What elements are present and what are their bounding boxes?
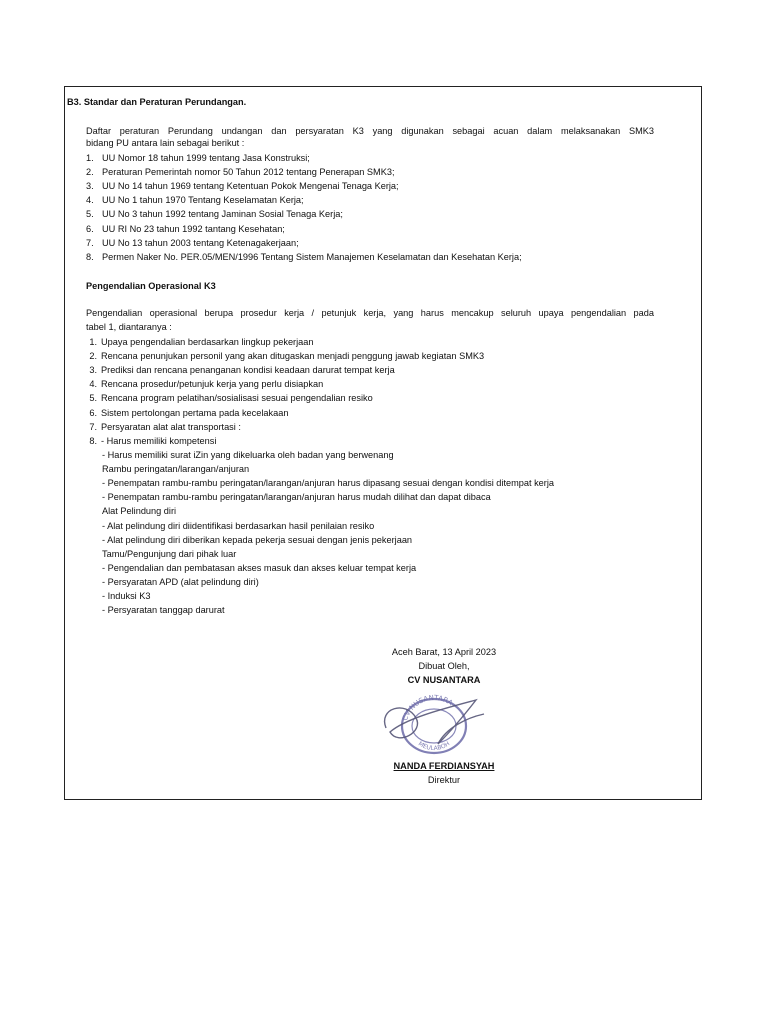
intro-line-2: bidang PU antara lain sebagai berikut :: [86, 138, 245, 148]
control-item: [86, 364, 395, 376]
control-subline: - Penempatan rambu-rambu peringatan/larangan/anjuran harus mudah dilihat dan dapat dibaca: [102, 492, 491, 503]
list-text: Sistem pertolongan pertama pada kecelakaan: [101, 407, 289, 418]
control-subline: Alat Pelindung diri: [102, 506, 177, 517]
list-text: Rencana program pelatihan/sosialisasi sesuai pengendalian resiko: [101, 393, 373, 404]
place-date: Aceh Barat, 13 April 2023: [391, 647, 497, 657]
regulation-item: [86, 152, 310, 164]
control-subline: Rambu peringatan/larangan/anjuran: [102, 464, 250, 475]
control-subline: Tamu/Pengunjung dari pihak luar: [102, 548, 237, 559]
intro-line-1: Daftar peraturan Perundang undangan dan persyaratan K3 yang digunakan sebagai acuan dalam melaksanakan SMK3: [86, 126, 654, 136]
regulation-item: [86, 237, 299, 249]
control-subline: - Persyaratan tanggap darurat: [102, 605, 225, 616]
list-number: 8.: [86, 251, 94, 262]
control-item: [86, 336, 314, 348]
list-number: 4.: [89, 379, 97, 390]
list-text: UU RI No 23 tahun 1992 tantang Kesehatan;: [102, 223, 285, 234]
list-text: - Harus memiliki kompetensi: [101, 435, 217, 446]
list-number: 6.: [89, 407, 97, 418]
made-by: Dibuat Oleh,: [418, 661, 470, 671]
regulation-item: [86, 166, 395, 178]
list-text: UU No 1 tahun 1970 Tentang Keselamatan Kerja;: [102, 195, 304, 206]
list-text: UU No 3 tahun 1992 tentang Jaminan Sosial Tenaga Kerja;: [102, 209, 343, 220]
company-stamp: [376, 688, 488, 758]
control-item: [86, 435, 216, 447]
control-item: [86, 421, 241, 433]
list-number: 2.: [86, 167, 94, 178]
list-text: UU Nomor 18 tahun 1999 tentang Jasa Konstruksi;: [102, 153, 310, 163]
list-text: UU No 13 tahun 2003 tentang Ketenagakerjaan;: [102, 237, 299, 248]
control-subline: - Alat pelindung diri diberikan kepada pekerja sesuai dengan jenis pekerjaan: [102, 534, 413, 545]
control-item: [86, 350, 484, 362]
list-text: Prediksi dan rencana penanganan kondisi keadaan darurat tempat kerja: [101, 365, 395, 376]
list-text: Upaya pengendalian berdasarkan lingkup pekerjaan: [101, 337, 314, 347]
stamp-bottom-text: MEULABOH: [416, 740, 452, 753]
list-number: 7.: [89, 421, 97, 432]
list-number: 6.: [86, 223, 94, 234]
control-subline: - Pengendalian dan pembatasan akses masuk dan akses keluar tempat kerja: [102, 562, 417, 573]
list-text: UU No 14 tahun 1969 tentang Ketentuan Pokok Mengenai Tenaga Kerja;: [102, 181, 399, 192]
list-number: 1.: [86, 153, 94, 163]
list-number: 1.: [89, 337, 97, 347]
list-text: Persyaratan alat alat transportasi :: [101, 421, 241, 432]
control-subline: - Induksi K3: [102, 591, 151, 601]
control-item: [86, 407, 288, 419]
signer-position: Direktur: [427, 775, 461, 785]
signer-name: NANDA FERDIANSYAH: [393, 761, 495, 771]
regulation-item: [86, 251, 522, 263]
list-text: Rencana prosedur/petunjuk kerja yang perlu disiapkan: [101, 379, 324, 390]
regulation-item: [86, 208, 343, 220]
regulation-item: [86, 223, 285, 235]
control-intro-line-1: Pengendalian operasional berupa prosedur kerja / petunjuk kerja, yang harus mencakup seluruh upaya pengendalian pada: [86, 308, 654, 318]
control-subline: - Harus memiliki surat iZin yang dikeluarka oleh badan yang berwenang: [102, 450, 394, 460]
stamp-top-text: CV NUSANTARA: [401, 693, 454, 722]
list-number: 3.: [89, 365, 97, 376]
list-number: 7.: [86, 237, 94, 248]
control-subline: - Penempatan rambu-rambu peringatan/larangan/anjuran harus dipasang sesuai dengan kondisi ditempat kerja: [102, 478, 555, 489]
list-number: 4.: [86, 195, 94, 206]
control-item: [86, 378, 323, 390]
regulation-item: [86, 180, 399, 192]
control-subline: - Alat pelindung diri diidentifikasi berdasarkan hasil penilaian resiko: [102, 520, 375, 531]
list-number: 5.: [86, 209, 94, 220]
control-intro-line-2: tabel 1, diantaranya :: [86, 322, 172, 332]
list-text: Permen Naker No. PER.05/MEN/1996 Tentang Sistem Manajemen Keselamatan dan Kesehatan Kerja;: [102, 251, 522, 262]
section-title: B3. Standar dan Peraturan Perundangan.: [67, 97, 247, 107]
regulation-item: [86, 194, 304, 206]
control-subline: - Persyaratan APD (alat pelindung diri): [102, 576, 259, 587]
list-number: 5.: [89, 393, 97, 404]
list-text: Rencana penunjukan personil yang akan ditugaskan menjadi penggung jawab kegiatan SMK3: [101, 351, 485, 362]
list-number: 2.: [89, 351, 97, 362]
list-number: 8.: [89, 435, 97, 446]
list-text: Peraturan Pemerintah nomor 50 Tahun 2012 tentang Penerapan SMK3;: [102, 167, 395, 178]
control-item: [86, 392, 373, 404]
list-number: 3.: [86, 181, 94, 192]
subheading: Pengendalian Operasional K3: [86, 281, 216, 291]
company-name: CV NUSANTARA: [407, 675, 481, 685]
